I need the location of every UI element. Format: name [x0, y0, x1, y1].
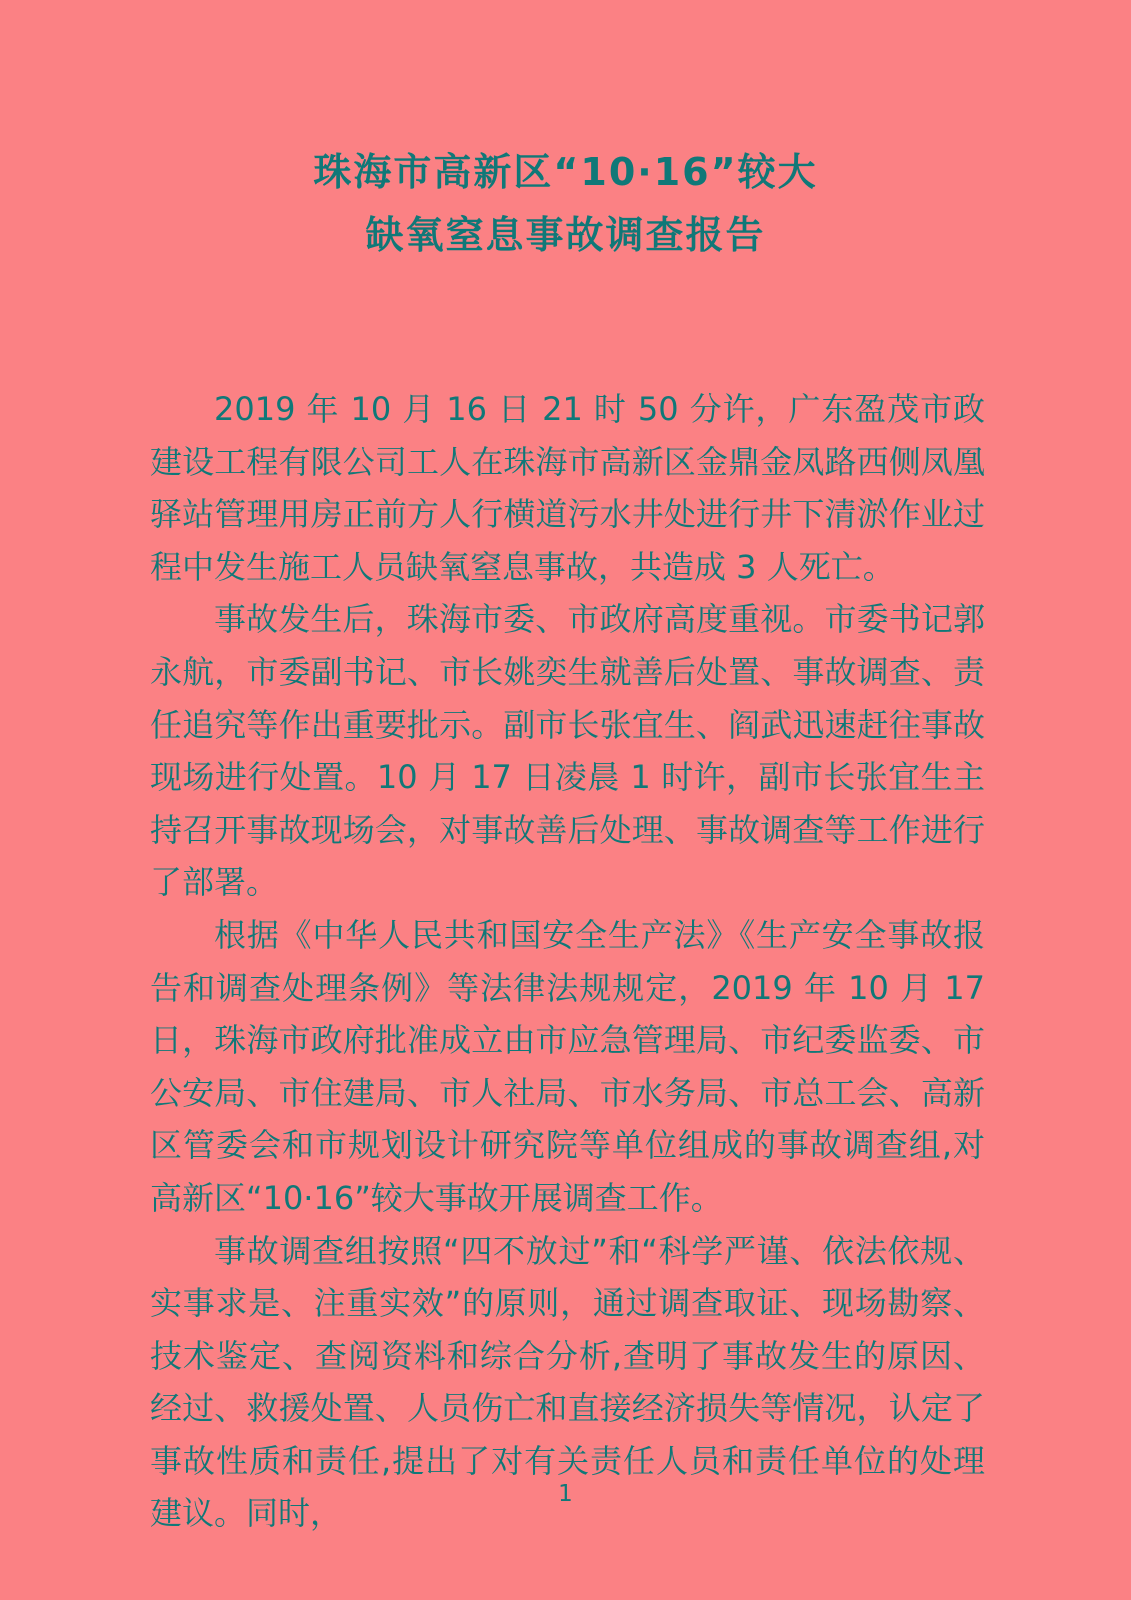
- paragraph-investigation-team: 根据《中华人民共和国安全生产法》《生产安全事故报告和调查处理条例》等法律法规规定，2019 年 10 月 17 日，珠海市政府批准成立由市应急管理局、市纪委监委、市公安局、市住建局、市人社局、市水务局、市总工会、高新区管委会和市规划设计研究院等单位组成的事故调查组,对高新区“10·16”较大事故开展调查工作。: [150, 915, 985, 1217]
- paragraph-investigation-principles: 事故调查组按照“四不放过”和“科学严谨、依法依规、实事求是、注重实效”的原则，通过调查取证、现场勘察、技术鉴定、查阅资料和综合分析,查明了事故发生的原因、经过、救援处置、人员伤亡和直接经济损失等情况，认定了事故性质和责任,提出了对有关责任人员和责任单位的处理建议。同时，: [150, 1231, 985, 1533]
- paragraph-government-response: 事故发生后，珠海市委、市政府高度重视。市委书记郭永航，市委副书记、市长姚奕生就善后处置、事故调查、责任追究等作出重要批示。副市长张宜生、阎武迅速赶往事故现场进行处置。10 月 17 日凌晨 1 时许，副市长张宜生主持召开事故现场会，对事故善后处理、事故调查等工作进行了部署。: [150, 600, 985, 902]
- report-title-line-1: 珠海市高新区“10·16”较大: [313, 150, 818, 194]
- page-number: 1: [558, 1481, 573, 1507]
- report-title: [0, 141, 1131, 267]
- report-body: [150, 383, 985, 1540]
- report-title-line-2: 缺氧窒息事故调查报告: [365, 213, 766, 257]
- paragraph-incident-summary: 2019 年 10 月 16 日 21 时 50 分许，广东盈茂市政建设工程有限公司工人在珠海市高新区金鼎金凤路西侧凤凰驿站管理用房正前方人行横道污水井处进行井下清淤作业过程中发生施工人员缺氧窒息事故，共造成 3 人死亡。: [150, 390, 985, 586]
